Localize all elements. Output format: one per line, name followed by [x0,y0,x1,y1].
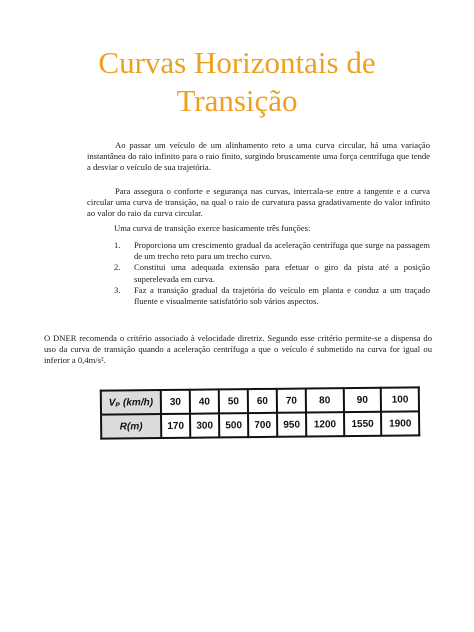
table-row-speed [101,387,419,414]
table-cell: 1200 [306,412,344,436]
table-cell: 70 [277,389,306,413]
page-title [60,44,414,120]
paragraph-functions-intro: Uma curva de transição exerce basicamente três funções: [114,223,311,233]
paragraph-intro: Ao passar um veículo de um alinhamento reto a uma curva circular, há uma variação instantânea do raio infinito para o raio finito, surgindo bruscamente uma força centrífuga que tende a desviar o veículo de sua trajetória. [87,140,430,173]
table-cell: 100 [381,387,419,411]
title-line-2: Transição [176,83,298,118]
list-item [114,240,430,262]
dner-table-image [100,386,420,437]
table-cell: 170 [161,414,190,438]
list-item-number: 3. [114,284,121,295]
functions-list [114,240,430,307]
table-cell: 950 [277,413,306,437]
speed-header-cell: Vₚ (km/h) [101,390,161,415]
speed-radius-table [100,386,421,439]
table-cell: 40 [190,389,219,413]
radius-header-cell: R(m) [101,414,161,439]
paragraph-comfort: Para assegura o conforte e segurança nas curvas, intercala-se entre a tangente e a curva circular uma curva de transição, na qual o raio de curvatura passa gradativamente do valor infinito ao valor do raio da curva circular. [87,186,430,219]
table-cell: 30 [161,390,190,414]
table-cell: 50 [219,389,248,413]
table-row-radius [101,411,419,438]
list-item [114,285,430,307]
list-item-number: 1. [114,240,121,250]
title-line-1: Curvas Horizontais de [98,45,376,80]
table-cell: 500 [219,413,248,437]
list-item-text: Proporciona um crescimento gradual da aceleração centrífuga que surge na passagem de um trecho reto para um trecho curvo. [134,240,430,262]
list-item-number: 2. [114,262,121,273]
list-item [114,262,430,284]
table-cell: 700 [248,413,277,437]
table-cell: 300 [190,413,219,437]
paragraph-dner: O DNER recomenda o critério associado à velocidade diretriz. Segundo esse critério permite-se a dispensa do uso da curva de transição quando a aceleração centrífuga a que o veículo é submetido na curva for igual ou inferior a 0,4m/s². [44,333,432,366]
table-cell: 90 [343,388,381,412]
list-item-text: Faz a transição gradual da trajetória do veículo em planta e conduz a um traçado fluente e visualmente satisfatório sob vários aspectos. [134,284,430,307]
list-item-text: Constitui uma adequada extensão para efetuar o giro da pista até a posição superelevada em curva. [134,262,430,284]
table-cell: 1550 [344,412,382,436]
table-cell: 60 [248,389,277,413]
table-cell: 80 [306,388,344,412]
table-cell: 1900 [381,411,419,435]
